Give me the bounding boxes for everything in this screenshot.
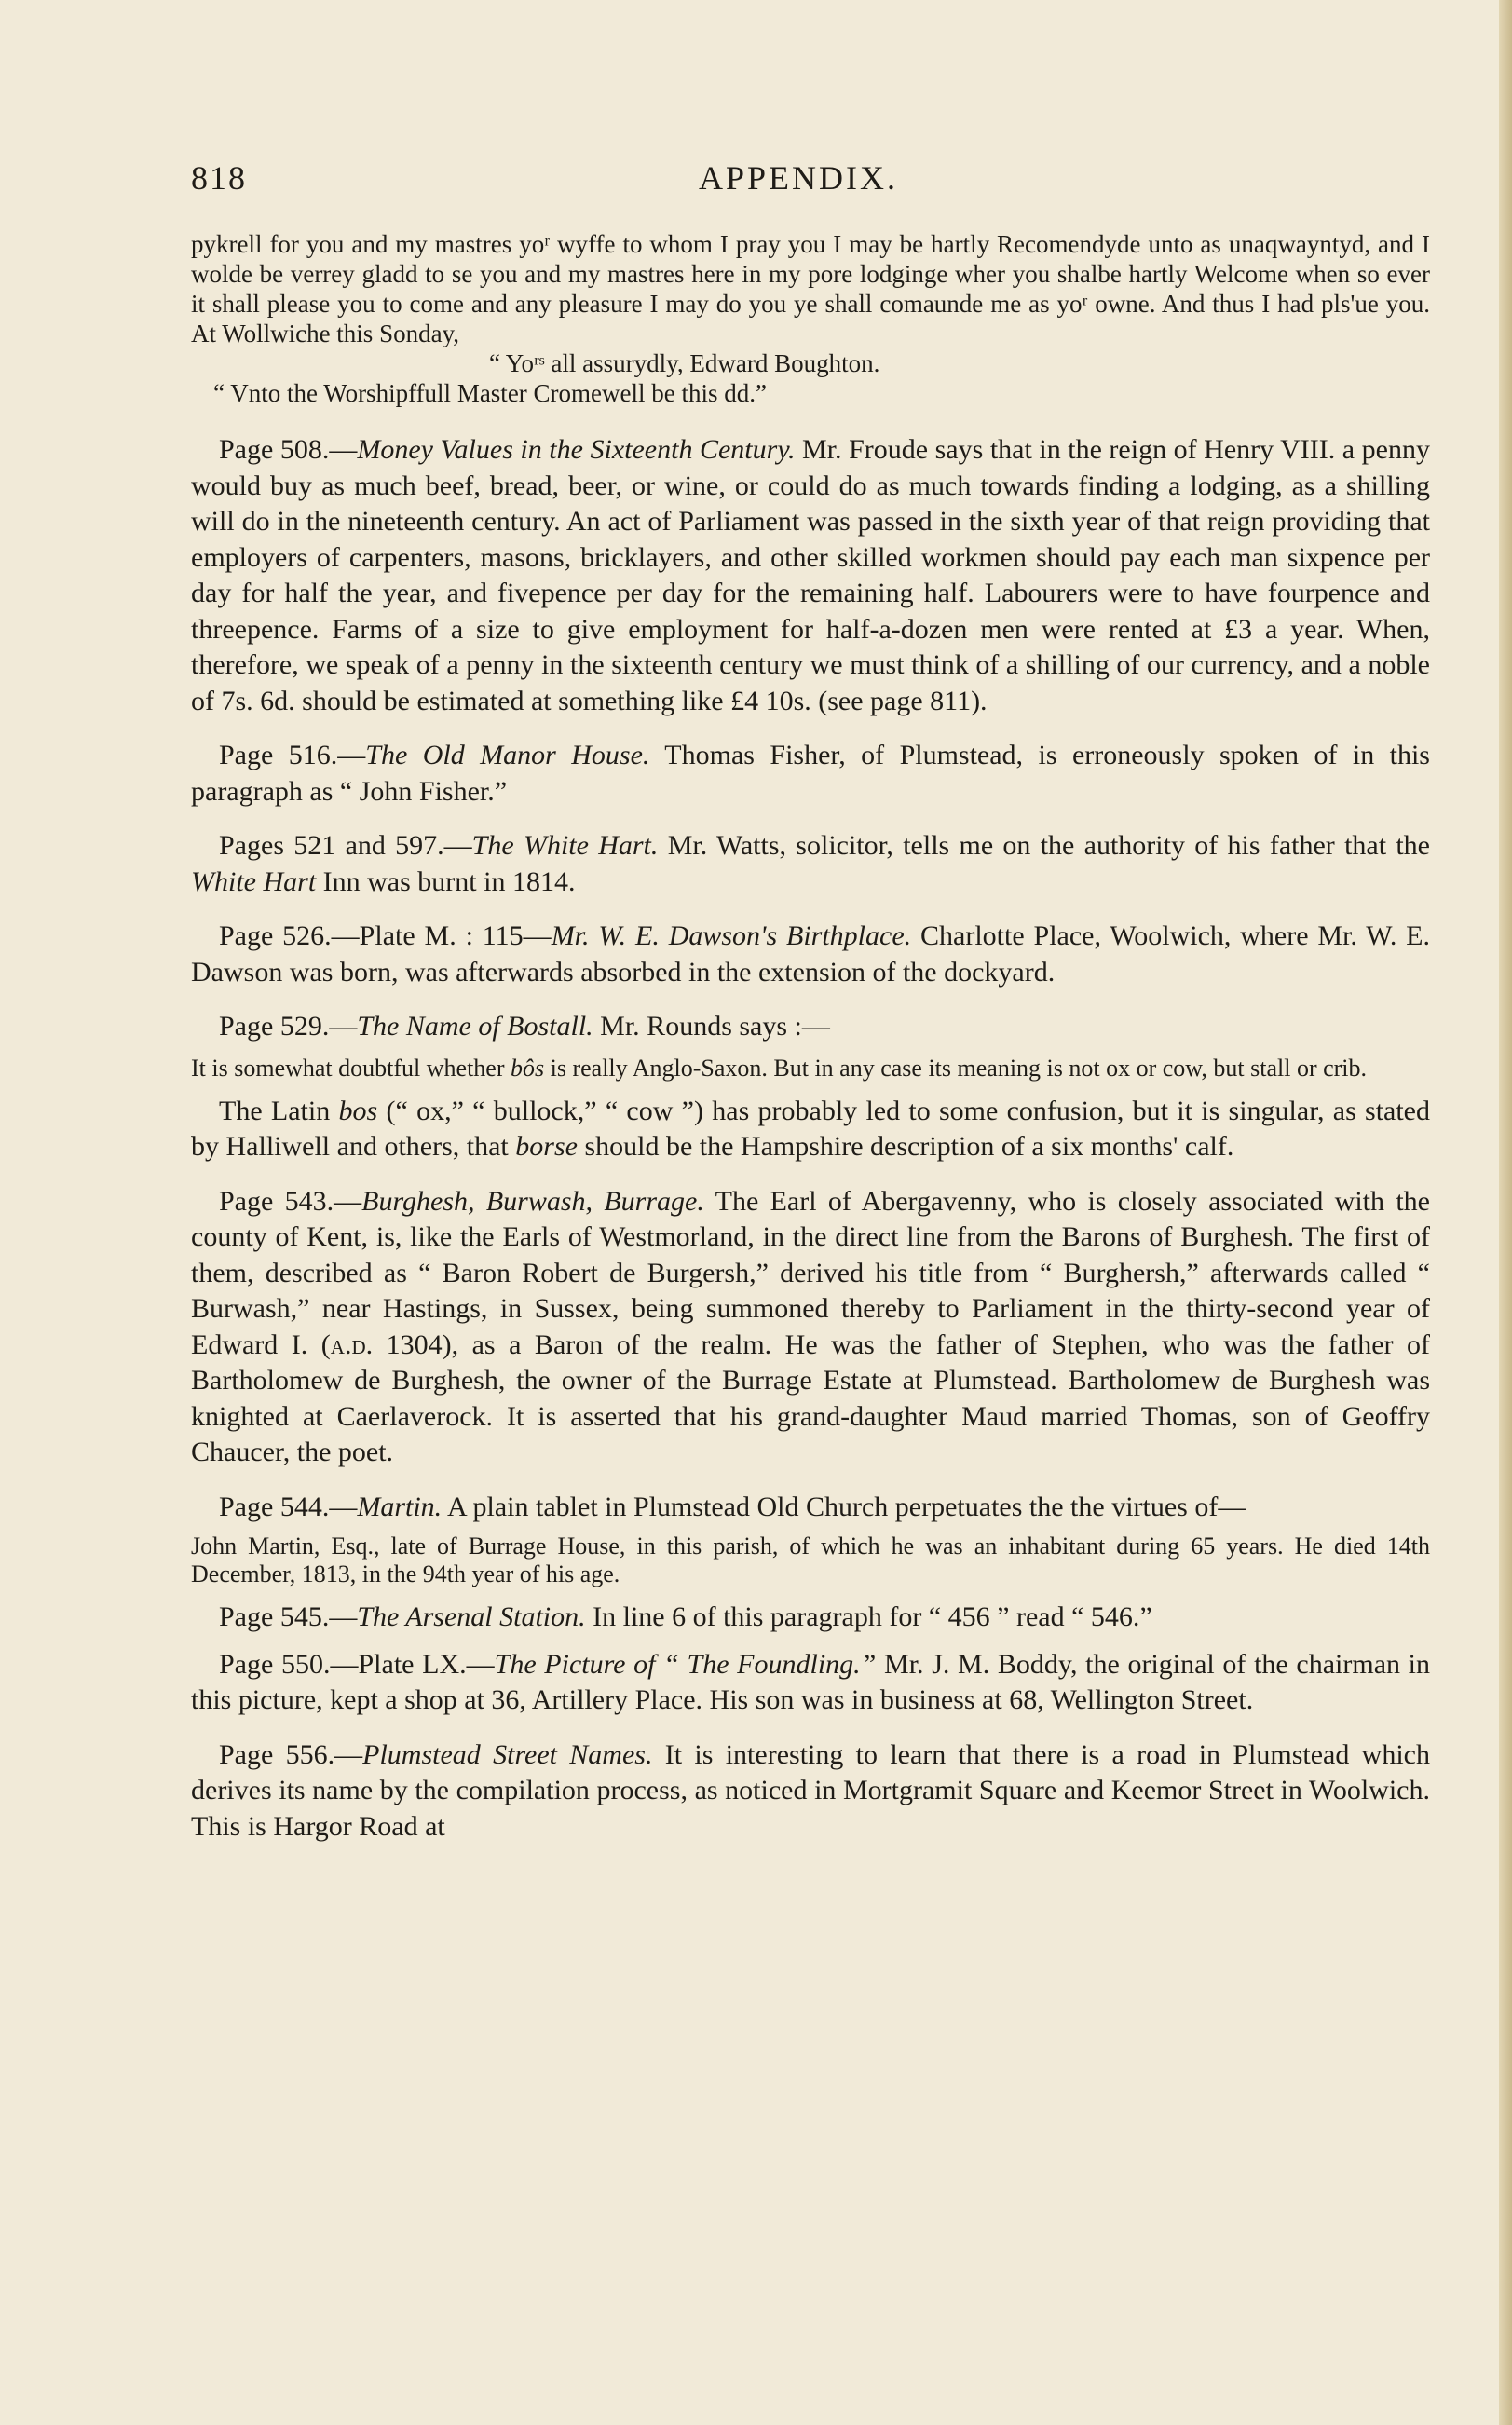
- entry-page-544: [191, 1490, 1430, 1526]
- entry-small-caps: a.d.: [330, 1328, 374, 1360]
- entry-title: The Old Manor House.: [365, 740, 650, 770]
- entry-italic: bos: [338, 1095, 378, 1126]
- running-head: [191, 158, 1430, 199]
- page-number: 818: [191, 159, 247, 197]
- entry-page-545: [191, 1600, 1430, 1636]
- entry-text: The Latin: [219, 1095, 339, 1126]
- entry-text: Inn was burnt in 1814.: [316, 865, 576, 897]
- entry-title: Mr. W. E. Dawson's Birthplace.: [551, 920, 912, 951]
- entry-page-516: [191, 738, 1430, 810]
- entry-text: Thomas Fisher, of Plumstead, is erroneously spoken of in this paragraph as “ John Fisher.”: [191, 740, 1430, 807]
- entry-ref: Page 508.—: [219, 434, 358, 465]
- entry-page-526: [191, 919, 1430, 990]
- quote-text: It is somewhat doubtful whether: [191, 1054, 511, 1082]
- entry-page-543: [191, 1184, 1430, 1471]
- entry-text: A plain tablet in Plumstead Old Church perpetuates the the virtues of—: [442, 1491, 1246, 1522]
- entry-ref: Page 543.—: [219, 1185, 362, 1217]
- entry-text: Mr. Froude says that in the reign of Henry VIII. a penny would buy as much beef, bread, beer, or wine, or could do as much towards finding a lodging, as a shilling will do in the nineteenth century. An act of Parliament was passed in the sixth year of that reign providing that employers of carpenters, masons, bricklayers, and other skilled workmen should pay each man sixpence per day for half the year, and fivepence per day for the remaining half. Labourers were to have fourpence and threepence. Farms of a size to give employment for half-a-dozen men were rented at £3 a year. When, therefore, we speak of a penny in the sixteenth century we must think of a shilling of our currency, and a noble of 7s. 6d. should be estimated at something like £4 10s. (see page 811).: [191, 434, 1430, 716]
- entry-title: Burghesh, Burwash, Burrage.: [361, 1185, 704, 1217]
- entry-page-529: [191, 1009, 1430, 1045]
- entry-ref: Page 526.—Plate M. : 115—: [219, 920, 552, 951]
- entry-pages-521-597: [191, 828, 1430, 900]
- entry-text: Mr. Watts, solicitor, tells me on the authority of his father that the: [658, 830, 1430, 861]
- entry-ref: Page 550.—Plate LX.—: [219, 1648, 495, 1680]
- letter-direction: “ Vnto the Worshipffull Master Cromewell be this dd.”: [213, 379, 767, 407]
- letter-signature: “ Yoʳˢ all assurydly, Edward Boughton.: [489, 349, 880, 377]
- entry-text: It is interesting to learn that there is a road in Plumstead which derives its name by the compilation process, as noticed in Mortgramit Square and Keemor Street in Woolwich. This is Hargor Road at: [191, 1738, 1430, 1842]
- entry-text: The Earl of Abergavenny, who is closely associated with the county of Kent, is, like the Earls of Westmorland, in the direct line from the Barons of Burghesh. The first of them, described as “ Baron Robert de Burgersh,” derived his title from “ Burghersh,” afterwards called “ Burwash,” near Hastings, in Sussex, being summoned thereby to Parliament in the thirty-second year of Edward I. (: [191, 1185, 1430, 1360]
- entry-italic: borse: [515, 1131, 578, 1162]
- letter-body: pykrell for you and my mastres yoʳ wyffe to whom I pray you I may be hartly Recomendyde unto as unaqwayntyd, and I wolde be verrey gladd to se you and my mastres here in my pore lodginge wher you shalbe hartly Welcome when so ever it shall please you to come and any pleasure I may do you ye shall comaunde me as yoʳ owne. And thus I had pls'ue you. At Wollwiche this Sonday,: [191, 230, 1430, 347]
- entry-title: The Name of Bostall.: [357, 1011, 593, 1042]
- entry-title: Plumstead Street Names.: [362, 1738, 653, 1770]
- entry-ref: Page 544.—: [219, 1491, 358, 1522]
- quote-italic: bôs: [511, 1054, 545, 1082]
- entry-text: Charlotte Place, Woolwich, where Mr. W. E. Dawson was born, was afterwards absorbed in the extension of the dockyard.: [191, 920, 1431, 988]
- entry-title: The Picture of “ The Foundling.”: [494, 1648, 877, 1680]
- entry-ref: Page 516.—: [219, 740, 366, 770]
- entry-page-556: [191, 1737, 1430, 1846]
- page-header-title: APPENDIX.: [699, 159, 899, 197]
- entry-text: Mr. Rounds says :—: [593, 1011, 830, 1042]
- entry-text: In line 6 of this paragraph for “ 456 ” read “ 546.”: [585, 1601, 1152, 1632]
- entry-page-550: [191, 1647, 1430, 1719]
- entry-title: The Arsenal Station.: [357, 1601, 586, 1632]
- entry-title: Money Values in the Sixteenth Century.: [357, 434, 796, 465]
- entry-italic: White Hart: [191, 865, 317, 897]
- quote-text: is really Anglo-Saxon. But in any case its meaning is not ox or cow, but stall or crib.: [544, 1054, 1368, 1082]
- entry-text: (“ ox,” “ bullock,” “ cow ”) has probably led to some confusion, but it is singular, as stated by Halliwell and others, that: [191, 1095, 1431, 1162]
- entry-ref: Pages 521 and 597.—: [219, 830, 472, 861]
- entry-quote: [191, 1055, 1430, 1083]
- entry-quote: John Martin, Esq., late of Burrage House, in this parish, of which he was an inhabitant during 65 years. He died 14th December, 1813, in the 94th year of his age.: [191, 1533, 1430, 1587]
- entry-text: 1304), as a Baron of the realm. He was the father of Stephen, who was the father of Bartholomew de Burghesh, the owner of the Burrage Estate at Plumstead. Bartholomew de Burghesh was knighted at Caerlaverock. It is asserted that his grand-daughter Maud married Thomas, son of Geoffry Chaucer, the poet.: [191, 1328, 1430, 1467]
- entry-title: The White Hart.: [471, 830, 659, 861]
- entry-text: Mr. J. M. Boddy, the original of the chairman in this picture, kept a shop at 36, Artillery Place. His son was in business at 68, Wellington Street.: [191, 1648, 1431, 1715]
- entry-title: Martin.: [357, 1491, 443, 1522]
- entry-text: should be the Hampshire description of a six months' calf.: [577, 1131, 1234, 1162]
- entry-ref: Page 545.—: [219, 1601, 358, 1632]
- entry-page-529-continuation: [191, 1094, 1430, 1165]
- entry-ref: Page 529.—: [219, 1011, 358, 1042]
- page-edge: [1499, 0, 1512, 2425]
- page-content: [191, 229, 1430, 1863]
- entry-page-508: [191, 432, 1430, 719]
- entry-ref: Page 556.—: [219, 1738, 363, 1770]
